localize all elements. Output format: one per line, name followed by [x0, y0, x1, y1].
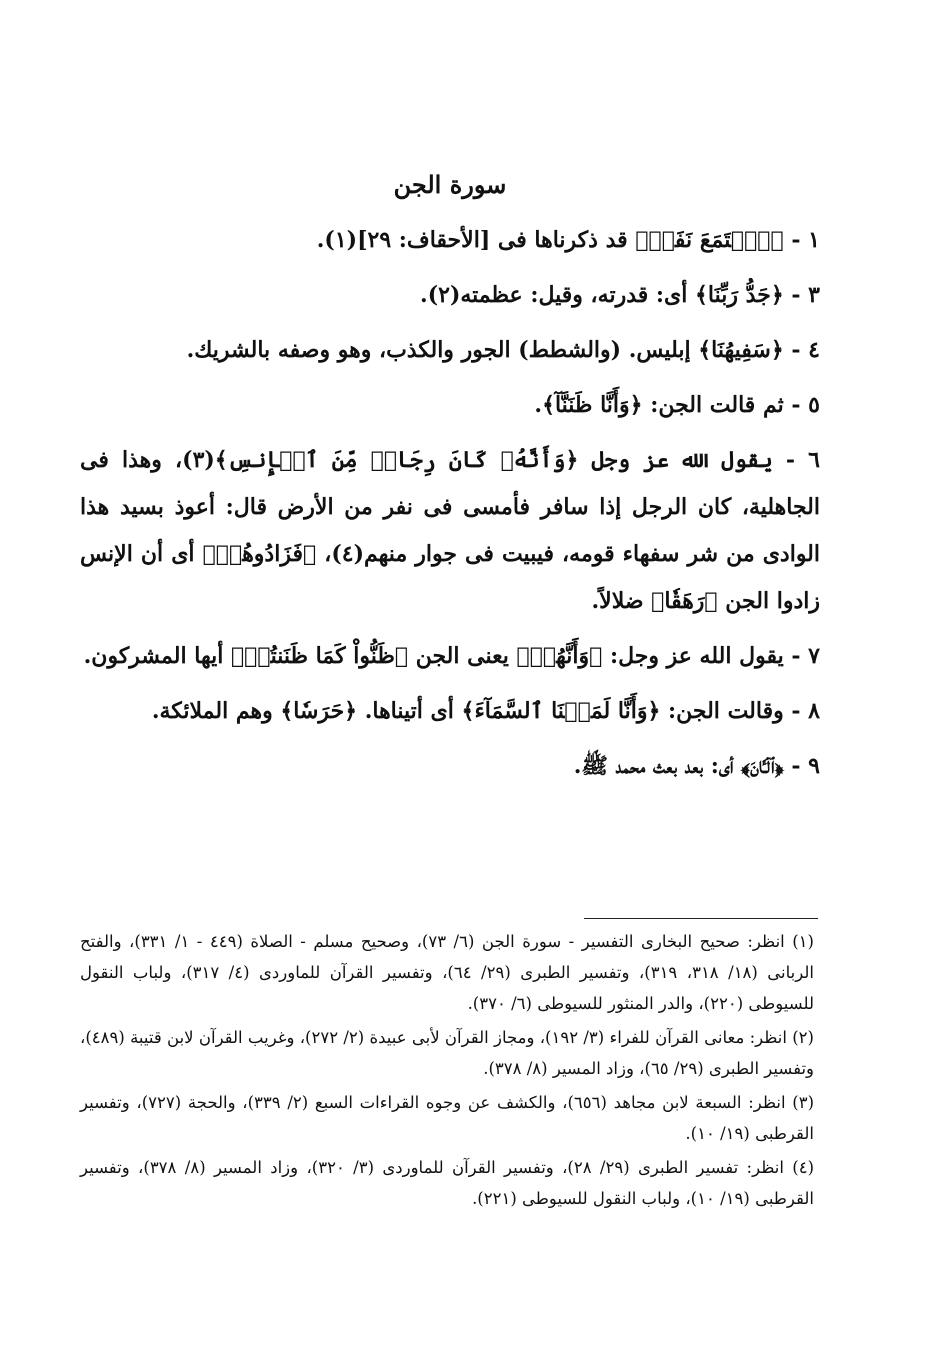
verse-1: ١ - ﴿ٱسۡتَمَعَ نَفَرٞ﴾ قد ذكرناها فى [الأحقاف: ٢٩](١). [316, 227, 820, 253]
page-body [80, 160, 820, 798]
verse-4: ٤ - ﴿سَفِيهُنَا﴾ إبليس. (والشطط) الجور والكذب، وهو وصفه بالشريك. [186, 337, 820, 363]
footnote-3: (٣) انظر: السبعة لابن مجاهد (٦٥٦)، والكشف عن وجوه القراءات السبع (٢/ ٣٣٩)، والحجة (٧٢٧)، وتفسير القرطبى (١٩/ ١٠). [80, 1093, 814, 1143]
footnote-4: (٤) انظر: تفسير الطبرى (٢٩/ ٢٨)، وتفسير القرآن للماوردى (٣/ ٣٢٠)، وزاد المسير (٨/ ٣٧٨)، وتفسير القرطبى (١٩/ ١٠)، ولباب النقول للسيوطى (٢٢١). [80, 1158, 815, 1208]
verse-8: ٨ - وقالت الجن: ﴿وَأَنَّا لَمَسۡنَا ٱلسَّمَآءَ﴾ أى أتيناها. ﴿حَرَسٗا﴾ وهم الملائكة. [151, 698, 820, 724]
verse-5: ٥ - ثم قالت الجن: ﴿وَأَنَّا ظَنَنَّآ﴾. [534, 392, 820, 418]
verse-3: ٣ - ﴿جَدُّ رَبِّنَا﴾ أى: قدرته، وقيل: عظمته(٢). [420, 282, 820, 308]
page-title: سورة الجن [393, 170, 507, 199]
verse-7: ٧ - يقول الله عز وجل: ﴿وَأَنَّهُمۡ﴾ يعنى الجن ﴿ظَنُّواْ كَمَا ظَنَنتُمۡ﴾ أيها المشركون. [83, 643, 820, 669]
verse-9: ٩ - ﴿ٱلۡـَٔانَ﴾ أى: بعد بعث محمد ﷺ. [573, 753, 820, 779]
footnote-1: (١) انظر: صحيح البخارى التفسير - سورة الجن (٦/ ٧٣)، وصحيح مسلم - الصلاة (٤٤٩ - ١/ ٣٣١)، والفتح الربانى (١٨/ ٣١٨، ٣١٩)، وتفسير الطبرى (٢٩/ ٦٤)، وتفسير القرآن للماوردى (٤/ ٣١٧)، ولباب النقول للسيوطى (٢٢٠)، والدر المنثور للسيوطى (٦/ ٣٧٠). [80, 932, 814, 1013]
footnote-divider [584, 918, 818, 919]
footnote-2: (٢) انظر: معانى القرآن للفراء (٣/ ١٩٢)، ومجاز القرآن لأبى عبيدة (٢/ ٢٧٢)، وغريب القرآن لابن قتيبة (٤٨٩)، وتفسير الطبرى (٢٩/ ٦٥)، وزاد المسير (٨/ ٣٧٨). [80, 1028, 814, 1078]
verse-6: ٦ - يقول الله عز وجل ﴿وَأَنَّهُۥ كَانَ رِجَالٞ مِّنَ ٱلۡإِنسِ﴾(٣)، وهذا فى الجاهلية، كان الرجل إذا سافر فأمسى فى نفر من الأرض قال: أعوذ بسيد هذا الوادى من شر سفهاء قومه، فيبيت فى جوار منهم(٤)، ﴿فَزَادُوهُمۡ﴾ أى أن الإنس زادوا الجن ﴿رَهَقٗا﴾ ضلالاً. [80, 447, 820, 614]
footnotes [80, 926, 814, 1217]
